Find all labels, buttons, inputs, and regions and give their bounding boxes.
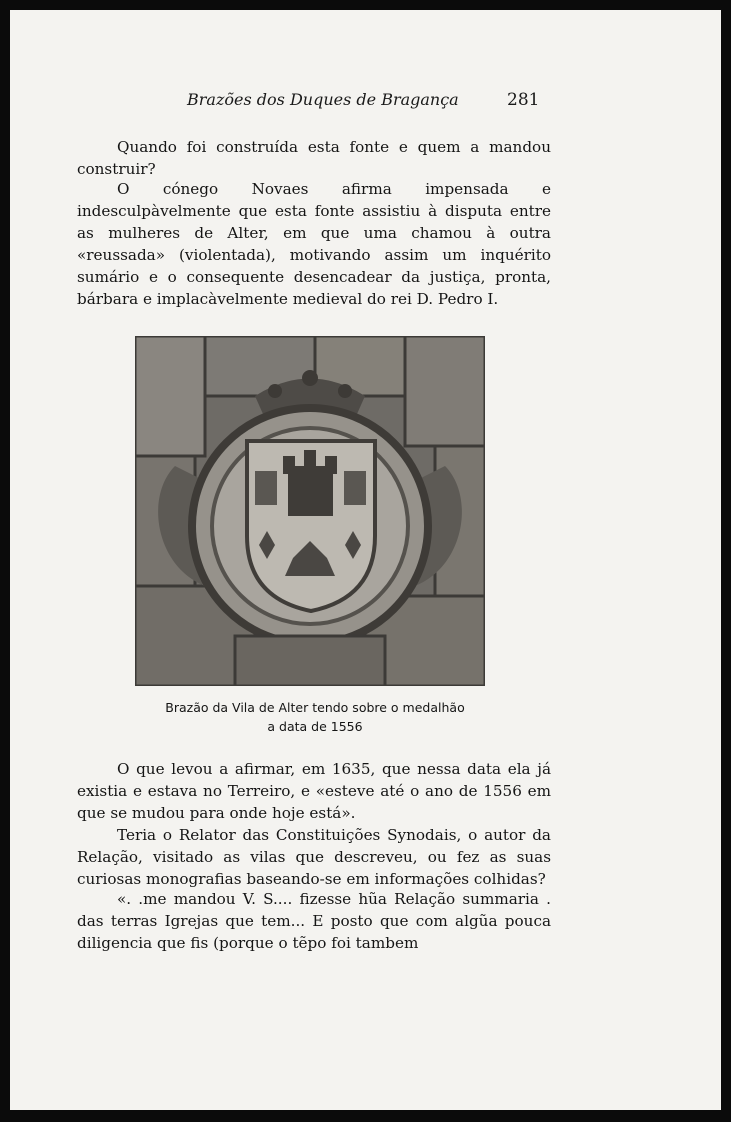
caption-line-2: a data de 1556: [267, 719, 363, 734]
coat-of-arms-image: [135, 336, 485, 686]
paragraph-3-text: O que levou a afirmar, em 1635, que nessa data ela já existia e estava no Terreiro, e «esteve até o ano de 1556 em que se mudou para onde hoje está».: [77, 760, 551, 822]
coat-of-arms-photo: [135, 336, 485, 686]
running-title: Brazões dos Duques de Bragança: [187, 90, 459, 109]
paragraph-1: [77, 136, 551, 180]
paragraph-2-text: O cónego Novaes afirma impensada e indesculpàvelmente que esta fonte assistiu à disputa entre as mulheres de Alter, em que uma chamou à outra «reussada» (violentada), motivando assim um inquérito sumário e o consequente desencadear da justiça, pronta, bárbara e implacàvelmente medieval do rei D. Pedro I.: [77, 180, 551, 308]
paragraph-4: [77, 824, 551, 890]
page-number: 281: [507, 90, 540, 110]
caption-line-1: Brazão da Vila de Alter tendo sobre o medalhão: [165, 700, 465, 715]
paragraph-3: [77, 758, 551, 824]
paragraph-1-text: Quando foi construída esta fonte e quem a mandou construir?: [77, 138, 551, 178]
paragraph-5: [77, 888, 551, 954]
figure-caption: [80, 698, 550, 736]
paragraph-4-text: Teria o Relator das Constituições Synodais, o autor da Relação, visitado as vilas que descreveu, ou fez as suas curiosas monografias baseando-se em informações colhidas?: [77, 826, 551, 888]
paragraph-5-text: «. .me mandou V. S.... fizesse hũa Relação summaria . das terras Igrejas que tem... E posto que com algũa pouca diligencia que fis (porque o tẽpo foi tambem: [77, 890, 551, 952]
paragraph-2: [77, 178, 551, 310]
